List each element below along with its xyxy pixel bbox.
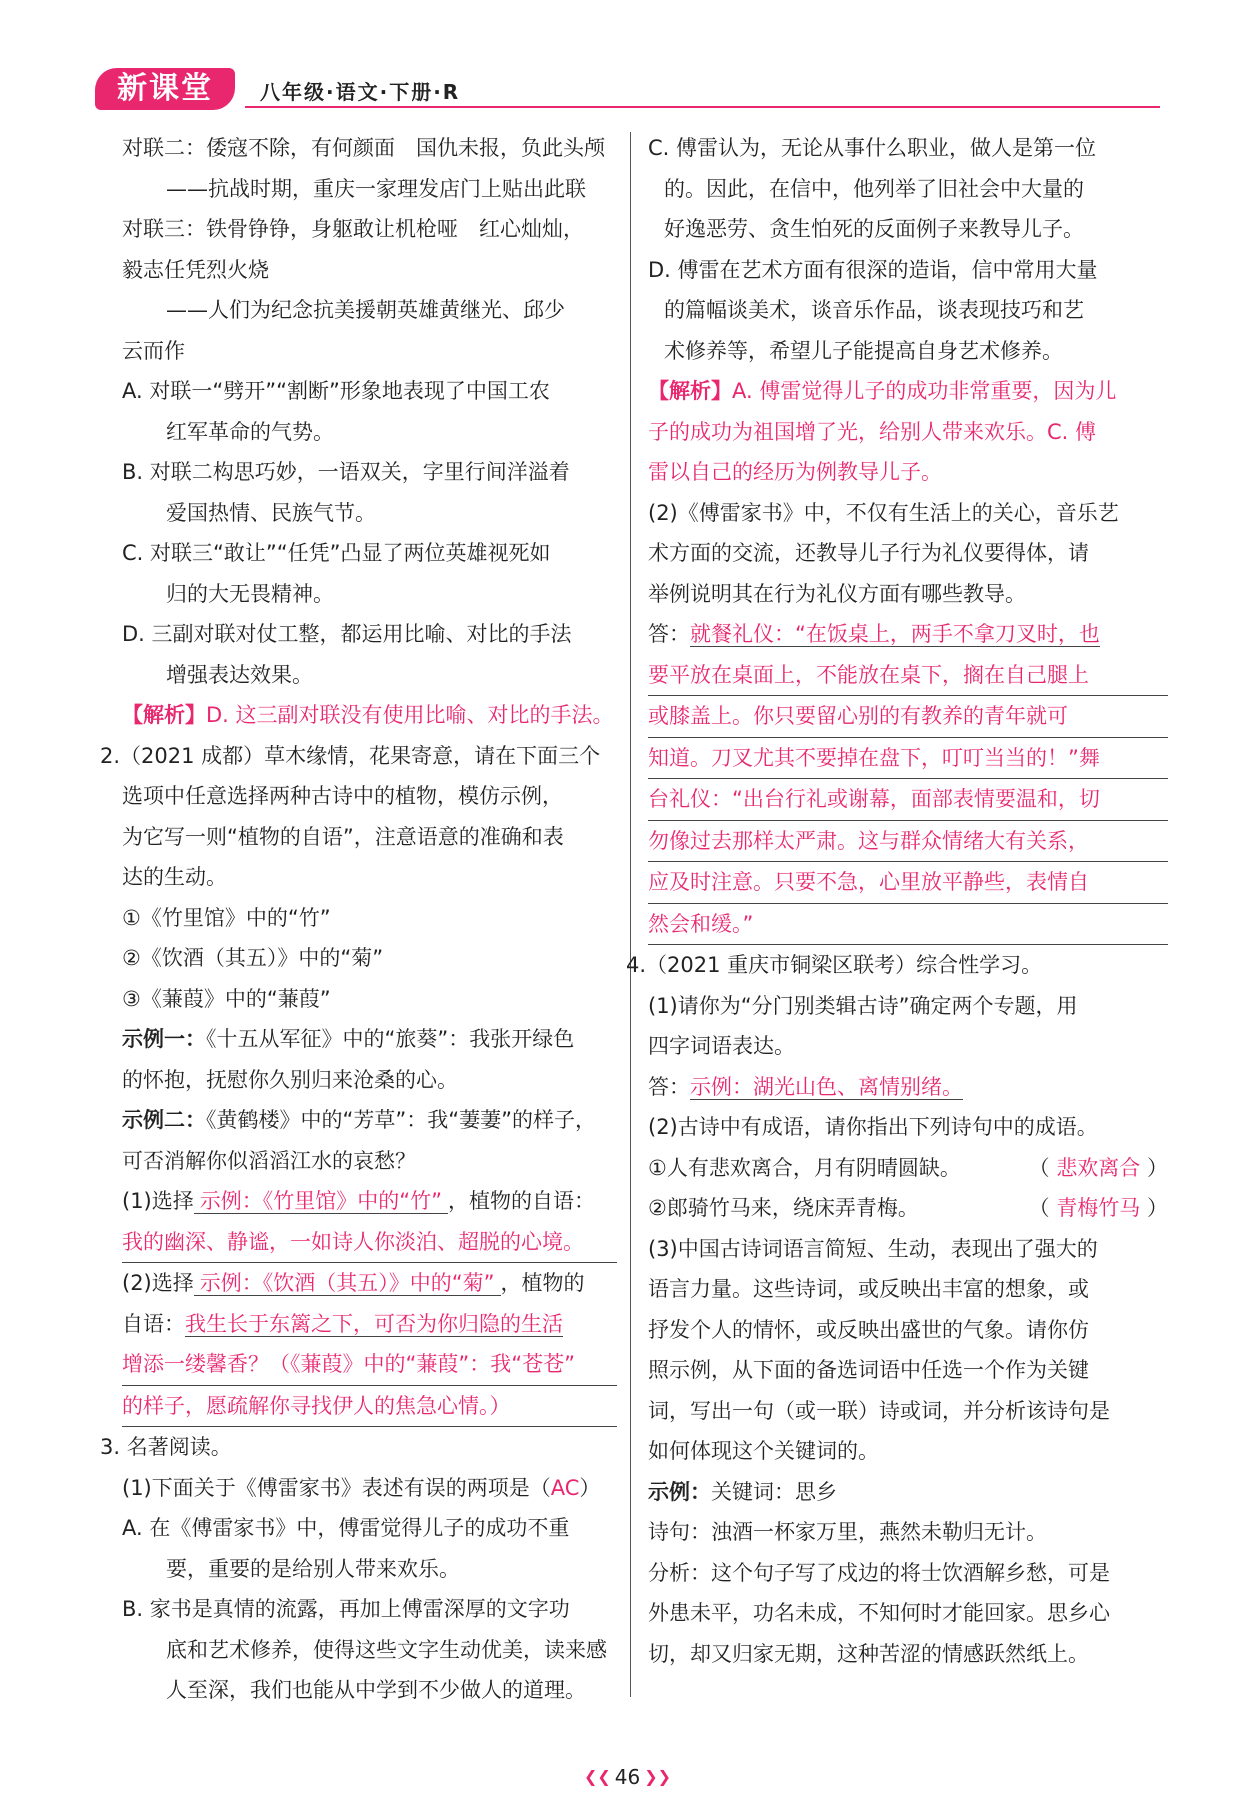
page-header [95, 68, 1160, 114]
q3-option-a-cont: 要，重要的是给别人带来欢乐。 [166, 1556, 460, 1581]
q3-option-c: C. 傅雷认为，无论从事什么职业，做人是第一位 [648, 136, 1097, 160]
question-4-1: (1)请你为“分门别类辑古诗”确定两个专题，用 [648, 993, 1078, 1018]
option-c: C. 对联三“敢让”“任凭”凸显了两位英雄视死如 [122, 541, 551, 565]
choice-3: ③《蒹葭》中的“蒹葭” [122, 986, 331, 1011]
choice-1: ①《竹里馆》中的“竹” [122, 905, 331, 930]
question-2-line4: 达的生动。 [122, 865, 227, 889]
example-1: 示例一：《十五从军征》中的“旅葵”：我张开绿色 [122, 1027, 575, 1051]
brand-logo: 新课堂 [95, 68, 235, 110]
question-4-3-l6: 如何体现这个关键词的。 [648, 1439, 879, 1463]
example-1-cont: 的怀抱，抚慰你久别归来沧桑的心。 [122, 1067, 458, 1092]
example-poem: 诗句：浊酒一杯家万里，燕然未勒归无计。 [648, 1520, 1047, 1544]
option-c-cont: 归的大无畏精神。 [166, 581, 334, 606]
q3-option-b: B. 家书是真情的流露，再加上傅雷深厚的文字功 [122, 1597, 570, 1621]
header-divider [245, 106, 1160, 108]
option-d-cont: 增强表达效果。 [166, 662, 313, 687]
analysis-2-cont: 子的成功为祖国增了光，给别人带来欢乐。C. 傅 [648, 419, 1097, 444]
q3-option-b-end: 人至深，我们也能从中学到不少做人的道理。 [166, 1678, 586, 1702]
answer-3-2-l8: 然会和缓。” [648, 904, 1168, 946]
answer-3-2-l5: 台礼仪：“出台行礼或谢幕，面部表情要温和，切 [648, 779, 1168, 821]
analysis-2: 【解析】A. 傅雷觉得儿子的成功非常重要，因为儿 [648, 379, 1117, 403]
question-4-2: (2)古诗中有成语，请你指出下列诗句中的成语。 [648, 1115, 1098, 1139]
example-2-cont: 可否消解你似滔滔江水的哀愁？ [122, 1148, 416, 1173]
choice-2: ②《饮酒（其五）》中的“菊” [122, 946, 384, 970]
answer-3-2-l2: 要平放在桌面上，不能放在桌下，搁在自己腿上 [648, 655, 1168, 697]
option-a: A. 对联一“劈开”“割断”形象地表现了中国工农 [122, 379, 550, 403]
couplet-three-note: ——人们为纪念抗美援朝英雄黄继光、邱少 [166, 298, 565, 322]
question-4-3-l5: 词，写出一句（或一联）诗或词，并分析该诗句是 [648, 1398, 1110, 1423]
question-3-2-end: 举例说明其在行为礼仪方面有哪些教导。 [648, 581, 1026, 606]
question-3-1: (1)下面关于《傅雷家书》表述有误的两项是（AC） [122, 1475, 601, 1500]
question-3-2: (2)《傅雷家书》中，不仅有生活上的关心，音乐艺 [648, 500, 1119, 525]
couplet-two: 对联二：倭寇不除，有何颜面 国仇未报，负此头颅 [122, 136, 605, 160]
option-b: B. 对联二构思巧妙，一语双关，字里行间洋溢着 [122, 460, 570, 484]
idiom-1: ①人有悲欢离合，月有阴晴圆缺。 （ 悲欢离合 ） [648, 1155, 1168, 1180]
column-divider [630, 132, 631, 1697]
question-2-line3: 为它写一则“植物的自语”，注意语意的准确和表 [122, 824, 564, 849]
sub-question-2: (2)选择 示例：《饮酒（其五）》中的“菊” ，植物的 [122, 1271, 585, 1295]
example-analysis: 分析：这个句子写了戍边的将士饮酒解乡愁，可是 [648, 1560, 1110, 1585]
q3-option-c-cont: 的。因此，在信中，他列举了旧社会中大量的 [664, 176, 1084, 201]
question-4-3: (3)中国古诗词语言简短、生动，表现出了强大的 [648, 1236, 1098, 1261]
question-2-line2: 选项中任意选择两种古诗中的植物，模仿示例， [122, 784, 563, 808]
question-4-3-l3: 抒发个人的情怀，或反映出盛世的气象。请你仿 [648, 1317, 1089, 1342]
sub-question-1: (1)选择 示例：《竹里馆》中的“竹” ，植物的自语： [122, 1189, 596, 1213]
question-4-3-l4: 照示例，从下面的备选词语中任选一个作为关键 [648, 1358, 1089, 1382]
sub-answer-1: 我的幽深、静谧，一如诗人你淡泊、超脱的心境。 [122, 1222, 617, 1264]
option-b-cont: 爱国热情、民族气节。 [166, 500, 376, 525]
question-4-1-cont: 四字词语表达。 [648, 1034, 795, 1058]
option-a-cont: 红军革命的气势。 [166, 419, 334, 444]
answer-3-2: 答：就餐礼仪：“在饭桌上，两手不拿刀叉时，也 [648, 622, 1100, 646]
couplet-three: 对联三：铁骨铮铮，身躯敢让机枪哑 红心灿灿， [122, 217, 584, 241]
couplet-three-note-cont: 云而作 [122, 338, 185, 363]
q3-option-d-cont: 的篇幅谈美术，谈音乐作品，谈表现技巧和艺 [664, 298, 1084, 322]
q3-option-d: D. 傅雷在艺术方面有很深的造诣，信中常用大量 [648, 257, 1098, 282]
page-number: ❮❮ 46 ❯❯ [590, 1760, 665, 1794]
example-keyword: 示例：关键词：思乡 [648, 1479, 837, 1504]
example-analysis-l3: 切，却又归家无期，这种苦涩的情感跃然纸上。 [648, 1641, 1089, 1666]
example-analysis-l2: 外患未平，功名未成，不知何时才能回家。思乡心 [648, 1601, 1110, 1625]
q3-option-c-end: 好逸恶劳、贪生怕死的反面例子来教导儿子。 [664, 217, 1084, 241]
q3-option-a: A. 在《傅雷家书》中，傅雷觉得儿子的成功不重 [122, 1516, 570, 1540]
couplet-three-cont: 毅志任凭烈火烧 [122, 257, 269, 282]
option-d: D. 三副对联对仗工整，都运用比喻、对比的手法 [122, 622, 572, 646]
answer-3-2-l4: 知道。刀叉尤其不要掉在盘下，叮叮当当的！”舞 [648, 738, 1168, 780]
right-column [626, 128, 1168, 1674]
example-2: 示例二：《黄鹤楼》中的“芳草”：我“萋萋”的样子， [122, 1108, 597, 1132]
question-4: 4.（2021 重庆市铜梁区联考）综合性学习。 [626, 953, 1043, 977]
answer-4-1: 答：示例：湖光山色、离情别绪。 [648, 1074, 963, 1099]
question-3: 3. 名著阅读。 [100, 1435, 232, 1459]
answer-3-2-l3: 或膝盖上。你只要留心别的有教养的青年就可 [648, 696, 1168, 738]
analysis-1: 【解析】D. 这三副对联没有使用比喻、对比的手法。 [122, 703, 614, 727]
idiom-2: ②郎骑竹马来，绕床弄青梅。 （ 青梅竹马 ） [648, 1196, 1168, 1220]
grade-label: 八年级·语文·下册·R [260, 80, 461, 104]
sub-answer-2: 自语：我生长于东篱之下，可否为你归隐的生活 [122, 1311, 563, 1336]
q3-option-d-end: 术修养等，希望儿子能提高自身艺术修养。 [664, 338, 1063, 363]
answer-3-2-l6: 勿像过去那样太严肃。这与群众情绪大有关系， [648, 821, 1168, 863]
answer-3-2-l7: 应及时注意。只要不急，心里放平静些，表情自 [648, 862, 1168, 904]
couplet-two-note: ——抗战时期，重庆一家理发店门上贴出此联 [166, 176, 586, 201]
question-2: 2.（2021 成都）草木缘情，花果寄意，请在下面三个 [100, 743, 601, 768]
q3-option-b-cont: 底和艺术修养，使得这些文字生动优美，读来感 [166, 1637, 607, 1662]
question-3-2-cont: 术方面的交流，还教导儿子行为礼仪要得体，请 [648, 541, 1089, 565]
question-4-3-l2: 语言力量。这些诗词，或反映出丰富的想象，或 [648, 1277, 1089, 1301]
sub-answer-2-cont: 增添一缕馨香？（《蒹葭》中的“蒹葭”：我“苍苍” [122, 1344, 617, 1386]
analysis-2-end: 雷以自己的经历为例教导儿子。 [648, 460, 942, 484]
left-column [100, 128, 617, 1711]
sub-answer-2-end: 的样子，愿疏解你寻找伊人的焦急心情。） [122, 1386, 617, 1428]
